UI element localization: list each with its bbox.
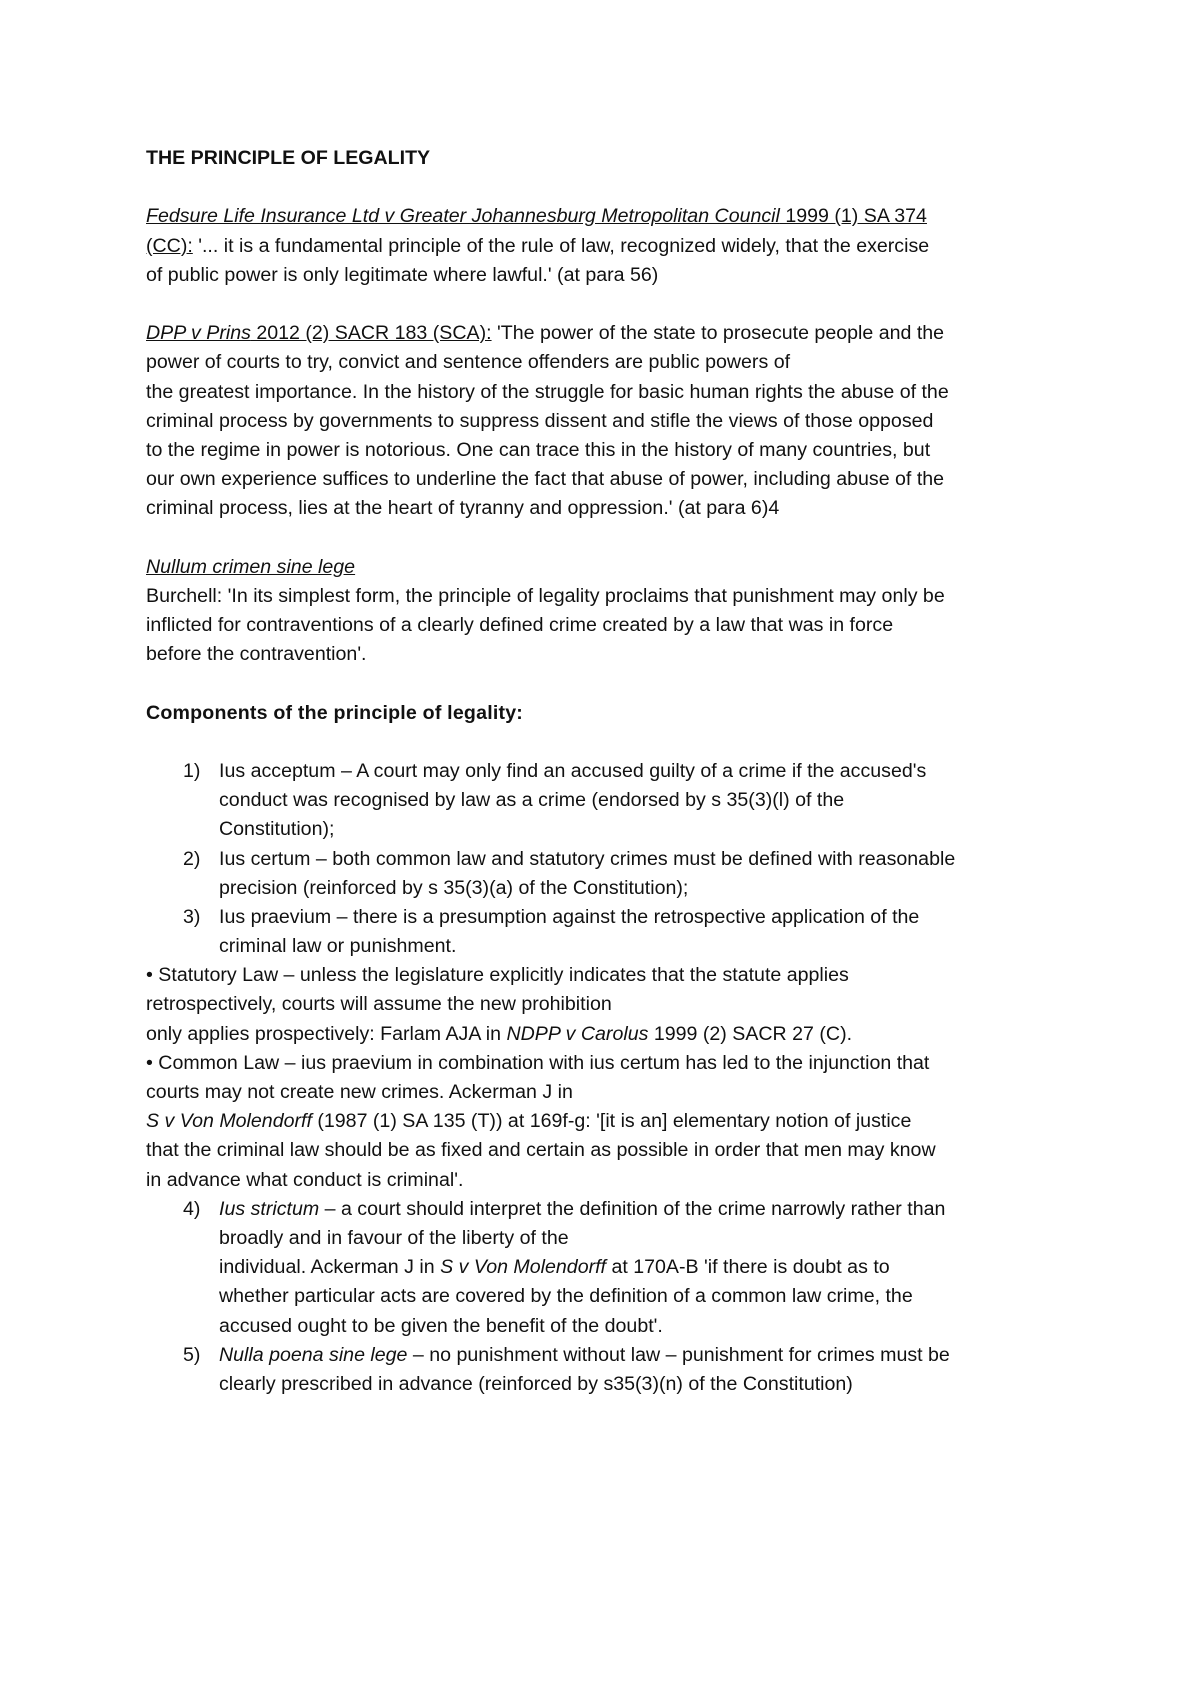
fedsure-line-2 — [146, 232, 1066, 261]
carolus-citation: 1999 (2) SACR 27 (C). — [648, 1022, 853, 1045]
list-item-2 — [146, 845, 1066, 903]
spacer — [146, 669, 1066, 698]
fedsure-line-3: of public power is only legitimate where lawful.' (at para 56) — [146, 263, 659, 286]
list-number: 2) — [183, 847, 201, 870]
molendorff-case-name: S v Von Molendorff — [146, 1110, 312, 1133]
list-item-line: precision (reinforced by s 35(3)(a) of the Constitution); — [219, 876, 689, 899]
burchell-line: Burchell: 'In its simplest form, the principle of legality proclaims that punishment may only be — [146, 584, 945, 607]
components-heading: Components of the principle of legality: — [146, 701, 524, 724]
list-item-3 — [146, 903, 1066, 961]
statutory-text: only applies prospectively: Farlam AJA in — [146, 1022, 507, 1045]
prins-text-line: criminal process, lies at the heart of tyranny and oppression.' (at para 6)4 — [146, 497, 780, 520]
nulla-poena-term: Nulla poena sine lege — [219, 1343, 408, 1366]
common-law-line: that the criminal law should be as fixed and certain as possible in order that men may know — [146, 1139, 936, 1162]
list-item-line — [219, 1253, 1066, 1282]
statutory-law-line: retrospectively, courts will assume the new prohibition — [146, 993, 612, 1016]
list-item-line: broadly and in favour of the liberty of the — [219, 1226, 569, 1249]
spacer — [146, 728, 1066, 757]
burchell-line: before the contravention'. — [146, 643, 367, 666]
spacer — [146, 523, 1066, 552]
molendorff-citation: (1987 (1) SA 135 (T)) at 169f-g: '[it is an] elementary notion of justice — [311, 1110, 912, 1133]
nullum-heading-line — [146, 553, 1066, 582]
carolus-case-name: NDPP v Carolus — [506, 1022, 649, 1045]
common-law-line: • Common Law – ius praevium in combination with ius certum has led to the injunction that — [146, 1051, 930, 1074]
list-item-text: individual. Ackerman J in — [219, 1256, 441, 1279]
list-number: 1) — [183, 759, 201, 782]
list-item-line: whether particular acts are covered by the definition of a common law crime, the — [219, 1285, 913, 1308]
prins-text-line: our own experience suffices to underline the fact that abuse of power, including abuse of the — [146, 468, 945, 491]
fedsure-case-name: Fedsure Life Insurance Ltd v Greater Johannesburg Metropolitan Council — [146, 205, 780, 228]
spacer — [146, 173, 1066, 202]
fedsure-line-1 — [146, 202, 1066, 231]
list-item-text: – a court should interpret the definition of the crime narrowly rather than — [319, 1197, 946, 1220]
list-item-line: Ius praevium – there is a presumption against the retrospective application of the — [219, 905, 920, 928]
common-law-line: in advance what conduct is criminal'. — [146, 1168, 464, 1191]
fedsure-citation-1: 1999 (1) SA 374 — [779, 205, 927, 228]
statutory-law-line — [146, 1020, 1066, 1049]
list-item-line — [219, 1195, 1066, 1224]
nullum-heading: Nullum crimen sine lege — [146, 555, 356, 578]
ius-strictum-term: Ius strictum — [219, 1197, 320, 1220]
prins-text-line: power of courts to try, convict and sentence offenders are public powers of — [146, 351, 791, 374]
page-title: THE PRINCIPLE OF LEGALITY — [146, 147, 431, 169]
list-number: 3) — [183, 905, 201, 928]
list-item-line: Ius acceptum – A court may only find an accused guilty of a crime if the accused's — [219, 759, 927, 782]
common-law-line: courts may not create new crimes. Ackerman J in — [146, 1081, 573, 1103]
common-law-line — [146, 1107, 1066, 1136]
prins-text-line: the greatest importance. In the history of the struggle for basic human rights the abuse of the — [146, 380, 949, 403]
list-item-line: conduct was recognised by law as a crime (endorsed by s 35(3)(l) of the — [219, 789, 845, 812]
list-item-line — [219, 1341, 1066, 1370]
prins-quote-start: 'The power of the state to prosecute people and the — [491, 322, 945, 345]
fedsure-citation-2: (CC): — [146, 234, 193, 257]
prins-text-line: to the regime in power is notorious. One can trace this in the history of many countries, but — [146, 438, 931, 461]
prins-line-1 — [146, 319, 1066, 348]
list-item-line: criminal law or punishment. — [219, 935, 457, 958]
list-number: 5) — [183, 1343, 201, 1366]
list-item-text: – no punishment without law – punishment for crimes must be — [407, 1343, 950, 1366]
burchell-line: inflicted for contraventions of a clearly defined crime created by a law that was in force — [146, 614, 894, 636]
list-item-1 — [146, 757, 1066, 845]
list-item-line: accused ought to be given the benefit of the doubt'. — [219, 1314, 663, 1337]
fedsure-quote-1: '... it is a fundamental principle of the rule of law, recognized widely, that the exercise — [192, 234, 930, 257]
list-item-5 — [146, 1341, 1066, 1399]
statutory-law-line: • Statutory Law – unless the legislature explicitly indicates that the statute applies — [146, 964, 849, 987]
spacer — [146, 290, 1066, 319]
list-number: 4) — [183, 1197, 201, 1220]
list-item-line: Ius certum – both common law and statutory crimes must be defined with reasonable — [219, 847, 956, 870]
list-item-line: Constitution); — [219, 818, 335, 841]
prins-case-name: DPP v Prins — [146, 322, 251, 345]
molendorff-case-name: S v Von Molendorff — [440, 1256, 606, 1279]
document-body — [146, 144, 1066, 1399]
list-item-text: at 170A-B 'if there is doubt as to — [606, 1256, 890, 1279]
list-item-line: clearly prescribed in advance (reinforced by s35(3)(n) of the Constitution) — [219, 1372, 853, 1395]
list-item-4 — [146, 1195, 1066, 1341]
prins-text-line: criminal process by governments to suppress dissent and stifle the views of those opposed — [146, 409, 934, 432]
prins-citation: 2012 (2) SACR 183 (SCA): — [250, 322, 492, 345]
